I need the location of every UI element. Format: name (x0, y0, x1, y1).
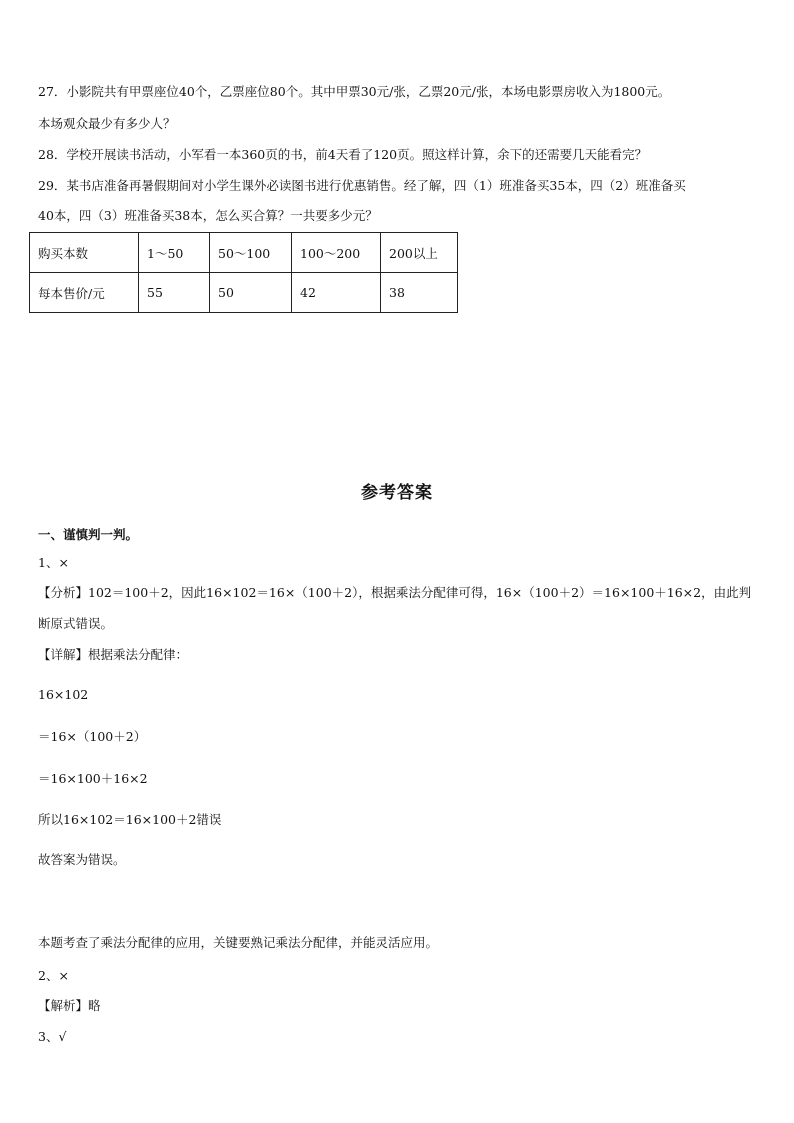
price-table-cell: 50～100 (210, 233, 292, 273)
answer-1-detail: 【详解】根据乘法分配律： (38, 647, 189, 662)
question-29-line-1: 29．某书店准备再暑假期间对小学生课外必读图书进行优惠销售。经了解，四（1）班准备买35本，四（2）班准备买 (38, 178, 686, 193)
answer-1-analysis-line-2: 断原式错误。 (38, 616, 114, 631)
question-27-line-2: 本场观众最少有多少人？ (38, 116, 176, 131)
price-table-cell: 38 (381, 273, 458, 313)
price-table-cell: 55 (139, 273, 210, 313)
answer-2-mark: 2、× (38, 968, 69, 983)
answers-title: 参考答案 (361, 483, 433, 503)
answer-1-step-2: ＝16×（100＋2） (38, 729, 147, 744)
answer-1-analysis-line-1: 【分析】102＝100＋2，因此16×102＝16×（100＋2），根据乘法分配律可得，16×（100＋2）＝16×100＋16×2，由此判 (38, 585, 752, 600)
answer-1-mark: 1、× (38, 555, 69, 570)
answer-2-analysis: 【解析】略 (38, 998, 101, 1013)
answer-1-step-1: 16×102 (38, 687, 89, 702)
price-table-cell: 购买本数 (30, 233, 139, 273)
answer-3-mark: 3、√ (38, 1029, 67, 1044)
answer-1-step-4: 所以16×102＝16×100＋2错误 (38, 812, 222, 827)
price-table-cell: 42 (292, 273, 381, 313)
price-table-cell: 1～50 (139, 233, 210, 273)
section-heading: 一、谨慎判一判。 (38, 527, 139, 542)
question-27-line-1: 27．小影院共有甲票座位40个，乙票座位80个。其中甲票30元/张，乙票20元/张，本场电影票房收入为1800元。 (38, 84, 671, 99)
answer-1-conclusion: 故答案为错误。 (38, 852, 126, 867)
price-table-price-row (30, 273, 458, 313)
price-table-cell: 200以上 (381, 233, 458, 273)
price-table-header-row (30, 233, 458, 273)
price-table (29, 232, 458, 313)
question-29-line-2: 40本，四（3）班准备买38本，怎么买合算？一共要多少元？ (38, 208, 378, 223)
price-table-cell: 100～200 (292, 233, 381, 273)
answer-1-step-3: ＝16×100＋16×2 (38, 771, 148, 786)
answer-1-summary: 本题考查了乘法分配律的应用，关键要熟记乘法分配律，并能灵活应用。 (38, 935, 439, 950)
question-28: 28．学校开展读书活动，小军看一本360页的书，前4天看了120页。照这样计算，余下的还需要几天能看完？ (38, 147, 648, 162)
price-table-cell: 每本售价/元 (30, 273, 139, 313)
price-table-cell: 50 (210, 273, 292, 313)
